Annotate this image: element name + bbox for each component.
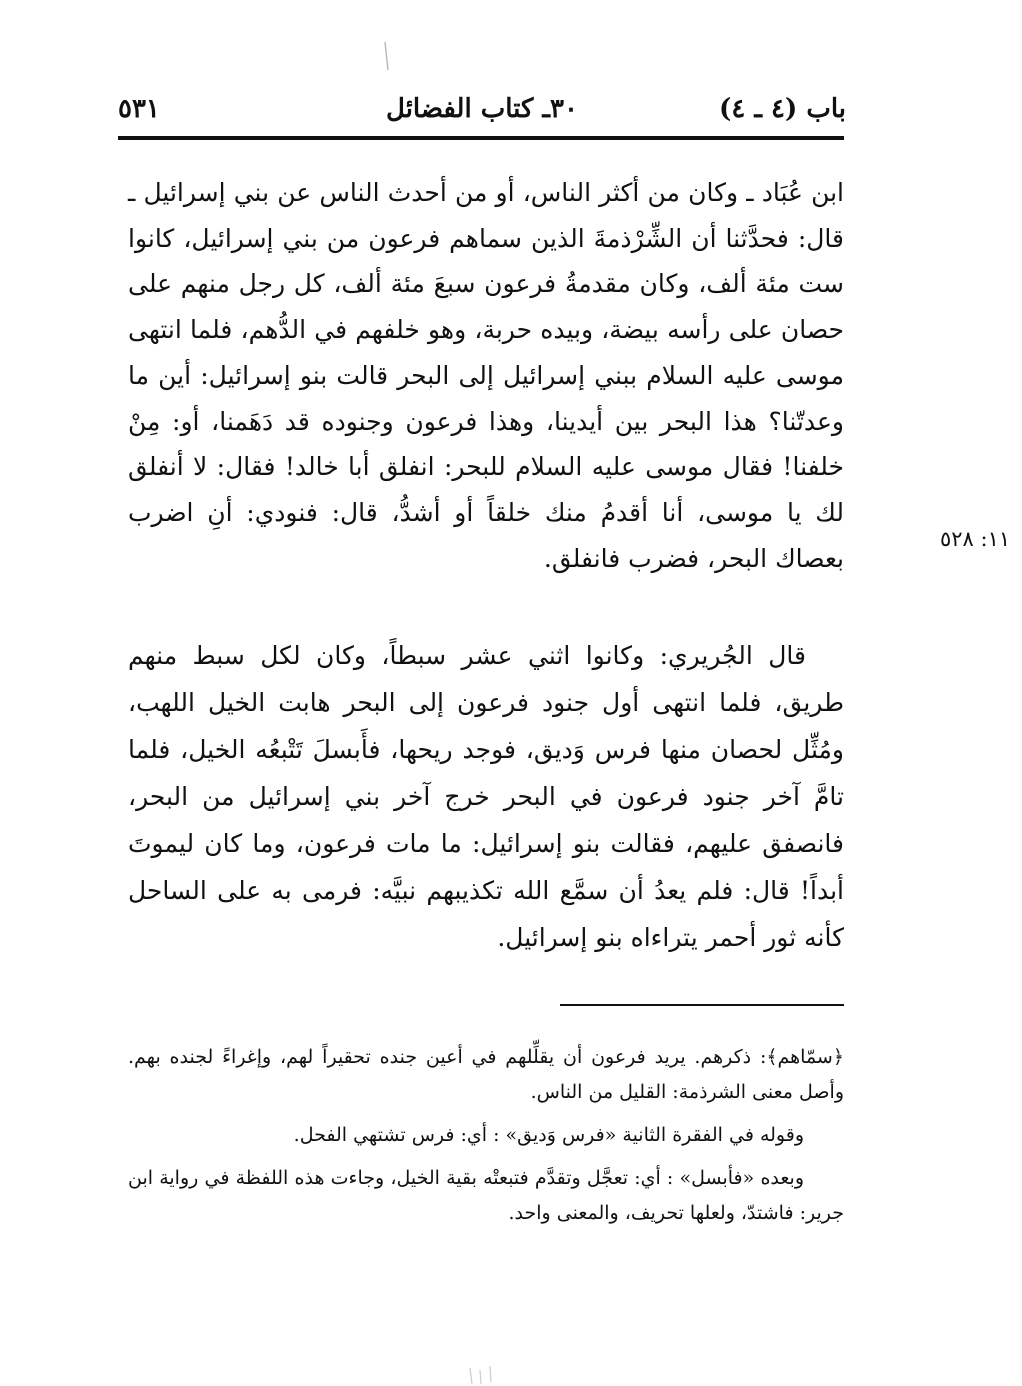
page-number: ٥٣١ bbox=[118, 94, 160, 124]
main-text-block bbox=[128, 170, 844, 581]
footnote-2: وقوله في الفقرة الثانية «فرس وَديق» : أي: فرس تشتهي الفحل. bbox=[293, 1124, 804, 1146]
footnote-1: ﴿سمّاهم﴾: ذكرهم. يريد فرعون أن يقلِّلهم في أعين جنده تحقيراً لهم، وإغراءً لجنده بهم. وأصل معنى الشرذمة: القليل من الناس. bbox=[128, 1046, 844, 1103]
footnotes-block bbox=[128, 1040, 844, 1239]
chapter-section-label: باب (٤ ـ ٤) bbox=[719, 94, 846, 124]
margin-reference: ١١: ٥٢٨ bbox=[940, 527, 1011, 551]
paragraph-1: ابن عُبَاد ـ وكان من أكثر الناس، أو من أحدث الناس عن بني إسرائيل ـ قال: فحدَّثنا أن الشِّرْذمةَ الذين سماهم فرعون من بني إسرائيل، كانوا ست مئة ألف، وكان مقدمةُ فرعون سبعَ مئة ألف، كل رجل منهم على حصان على رأسه بيضة، وبيده حربة، وهو خلفهم في الدُّهم، فلما انتهى موسى عليه السلام ببني إسرائيل إلى البحر قالت بنو إسرائيل: أين ما وعدتّنا؟ هذا البحر بين أيدينا، وهذا فرعون وجنوده قد دَهَمنا، أو: مِنْ خلفنا! فقال موسى عليه السلام للبحر: انفلق أبا خالد! فقال: لا أنفلق لك يا موسى، أنا أقدمُ منك خلقاً أو أشدُّ، قال: فنودي: أنِ اضرب بعصاك البحر، فضرب فانفلق. bbox=[128, 178, 844, 573]
footnote-3: وبعده «فأبسل» : أي: تعجَّل وتقدَّم فتبعتْه بقية الخيل، وجاءت هذه اللفظة في رواية ابن جرير: فاشتدّ، ولعلها تحريف، والمعنى واحد. bbox=[128, 1167, 844, 1224]
book-title: ٣٠ـ كتاب الفضائل bbox=[386, 94, 578, 124]
paragraph-2: قال الجُريري: وكانوا اثني عشر سبطاً، وكان لكل سبط منهم طريق، فلما انتهى أول جنود فرعون إلى البحر هابت الخيل اللهب، ومُثِّل لحصان منها فرس وَديق، فوجد ريحها، فأَبسلَ تَتْبعُه الخيل، فلما تامَّ آخر جنود فرعون في البحر خرج آخر بني إسرائيل من البحر، فانصفق عليهم، فقالت بنو إسرائيل: ما مات فرعون، وما كان ليموتَ أبداً! قال: فلم يعدُ أن سمَّع الله تكذيبهم نبيَّه: فرمى به على الساحل كأنه ثور أحمر يتراءاه بنو إسرائيل. bbox=[128, 641, 844, 952]
header-rule bbox=[118, 136, 844, 140]
page-header bbox=[118, 92, 846, 132]
footnote-separator bbox=[560, 1004, 844, 1006]
